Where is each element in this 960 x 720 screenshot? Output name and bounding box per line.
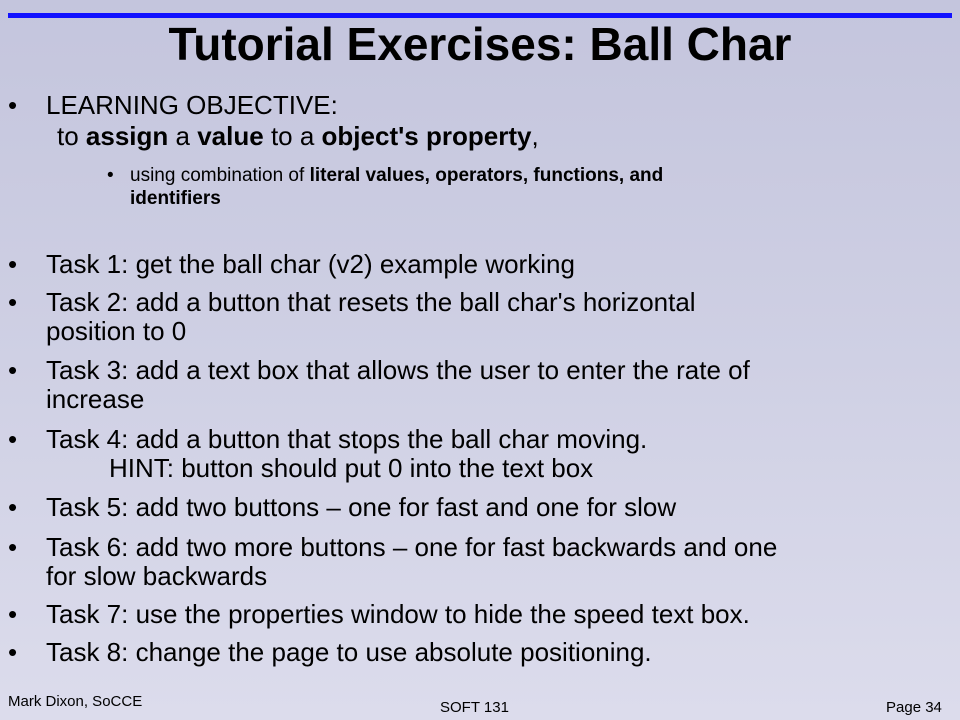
slide-title: Tutorial Exercises: Ball Char <box>168 18 792 70</box>
footer-page-number: Page 34 <box>886 699 942 716</box>
task-8: Task 8: change the page to use absolute positioning. <box>46 637 652 667</box>
bullet-sub: • <box>107 165 114 186</box>
objective-sub-line2: identifiers <box>130 188 221 209</box>
bullet-task-8: • <box>8 637 18 667</box>
objective-sub-line1: using combination of literal values, operators, functions, and <box>130 165 664 186</box>
objective-line2: to assign a value to a object's property, <box>57 121 539 151</box>
task-6-line2: for slow backwards <box>46 561 268 591</box>
bullet-task-3: • <box>8 355 18 385</box>
task-4-line1: Task 4: add a button that stops the ball char moving. <box>46 424 648 454</box>
footer-author: Mark Dixon, SoCCE <box>8 693 143 710</box>
bullet-task-2: • <box>8 287 18 317</box>
task-5: Task 5: add two buttons – one for fast and one for slow <box>46 492 677 522</box>
bullet-task-4: • <box>8 424 18 454</box>
bullet-objective: • <box>8 90 18 120</box>
bullet-task-6: • <box>8 532 18 562</box>
task-3-line1: Task 3: add a text box that allows the user to enter the rate of <box>46 355 750 385</box>
bullet-task-7: • <box>8 599 18 629</box>
task-2-line1: Task 2: add a button that resets the ball char's horizontal <box>46 287 696 317</box>
bullet-task-1: • <box>8 249 18 279</box>
objective-label: LEARNING OBJECTIVE: <box>46 90 338 120</box>
footer-course: SOFT 131 <box>440 699 509 716</box>
task-1: Task 1: get the ball char (v2) example working <box>46 249 575 279</box>
task-2-line2: position to 0 <box>46 316 187 346</box>
task-4-hint: HINT: button should put 0 into the text box <box>109 453 594 483</box>
task-7: Task 7: use the properties window to hide the speed text box. <box>46 599 750 629</box>
task-6-line1: Task 6: add two more buttons – one for fast backwards and one <box>46 532 778 562</box>
task-3-line2: increase <box>46 384 145 414</box>
bullet-task-5: • <box>8 492 18 522</box>
